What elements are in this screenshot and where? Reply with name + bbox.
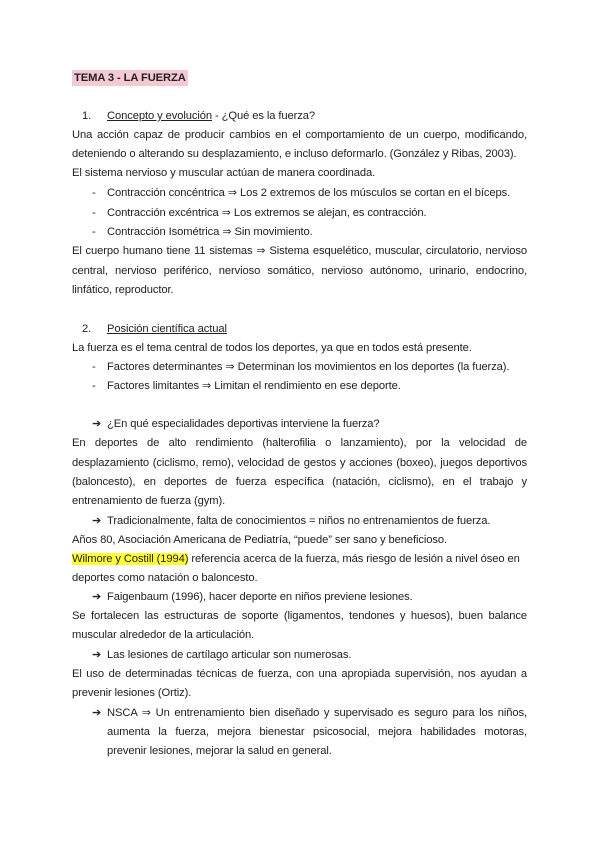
arrow-bullet-icon: ➔ [92,707,102,719]
s2-para3: Años 80, Asociación Americana de Pediatría, “puede” ser sano y beneficioso. [72,534,447,546]
s2-arrow-4-line1: NSCA ⇒ Un entrenamiento bien diseñado y supervisado es seguro para los niños, [107,707,527,719]
s2-para5-line1: Se fortalecen las estructuras de soporte (ligamentos, tendones y huesos), buen balance [72,610,527,622]
s2-para4-rest: referencia acerca de la fuerza, más riesgo de lesión a nivel óseo en [188,553,520,565]
s2-arrow-4-line2: aumenta la fuerza, mejora bienestar psicosocial, mejora habilidades motoras, [107,726,527,738]
s2-arrow-3: Las lesiones de cartílago articular son numerosas. [107,649,352,661]
s2-bullet-2: Factores limitantes ⇒ Limitan el rendimiento en ese deporte. [107,380,401,392]
s1-bullet-1: Contracción concéntrica ⇒ Los 2 extremos de los músculos se cortan en el bíceps. [107,187,511,199]
section-1-heading-suffix: - ¿Qué es la fuerza? [211,110,315,122]
bullet-dash: - [92,380,96,392]
highlighted-citation: Wilmore y Costill (1994) [72,553,189,565]
section-1-heading-title: Concepto y evolución [107,110,212,122]
arrow-bullet-icon: ➔ [92,418,102,430]
s2-arrow-question: ¿En qué especialidades deportivas interviene la fuerza? [107,418,380,430]
s2-para2-line2: desplazamiento (ciclismo, remo), velocidad de gestos y acciones (boxeo), juegos deportivos [72,457,527,469]
s2-para2-line1: En deportes de alto rendimiento (halterofilia o lanzamiento), por la velocidad de [72,437,527,449]
bullet-dash: - [92,207,96,219]
s2-bullet-1: Factores determinantes ⇒ Determinan los movimientos en los deportes (la fuerza). [107,361,510,373]
s1-para3-line2: central, nervioso periférico, nervioso somático, nervioso autónomo, urinario, endocrino, [72,265,527,277]
bullet-dash: - [92,226,96,238]
s1-para3-line3: linfático, reproductor. [72,284,174,296]
s1-para1-line1: Una acción capaz de producir cambios en el comportamiento de un cuerpo, modificando, [72,129,527,141]
s2-para4-line1 [72,550,527,569]
section-1-heading [107,107,315,126]
s2-arrow-4-line3: prevenir lesiones, mejorar la salud en general. [107,745,332,757]
page-title: TEMA 3 - LA FUERZA [74,72,186,84]
bullet-dash: - [92,361,96,373]
arrow-bullet-icon: ➔ [92,591,102,603]
s1-bullet-3: Contracción Isométrica ⇒ Sin movimiento. [107,226,313,238]
s2-para6-line1: El uso de determinadas técnicas de fuerza, con una apropiada supervisión, nos ayudan a [72,668,527,680]
section-2-number: 2. [82,323,92,335]
bullet-dash: - [92,187,96,199]
section-1-number: 1. [82,110,92,122]
s2-para4-line2: deportes como natación o baloncesto. [72,572,258,584]
s2-arrow-1: Tradicionalmente, falta de conocimientos = niños no entrenamientos de fuerza. [107,515,491,527]
s1-para1-line2: deteniendo o alterando su desplazamiento, e incluso deformarlo. (González y Ribas, 2003). [72,148,517,160]
section-2-heading: Posición científica actual [107,323,227,335]
s1-para2: El sistema nervioso y muscular actúan de manera coordinada. [72,167,376,179]
s2-para1: La fuerza es el tema central de todos los deportes, ya que en todos está presente. [72,342,472,354]
s2-para2-line3: (baloncesto), en deportes de fuerza específica (natación, ciclismo), en el trabajo y [72,476,527,488]
s2-arrow-2: Faigenbaum (1996), hacer deporte en niños previene lesiones. [107,591,413,603]
s1-para3-line1: El cuerpo humano tiene 11 sistemas ⇒ Sistema esquelético, muscular, circulatorio, nervioso [72,245,527,257]
s1-bullet-2: Contracción excéntrica ⇒ Los extremos se alejan, es contracción. [107,207,427,219]
arrow-bullet-icon: ➔ [92,649,102,661]
arrow-bullet-icon: ➔ [92,515,102,527]
s2-para6-line2: prevenir lesiones (Ortiz). [72,687,192,699]
s2-para2-line4: entrenamiento de fuerza (gym). [72,495,226,507]
s2-para5-line2: muscular alrededor de la articulación. [72,629,255,641]
